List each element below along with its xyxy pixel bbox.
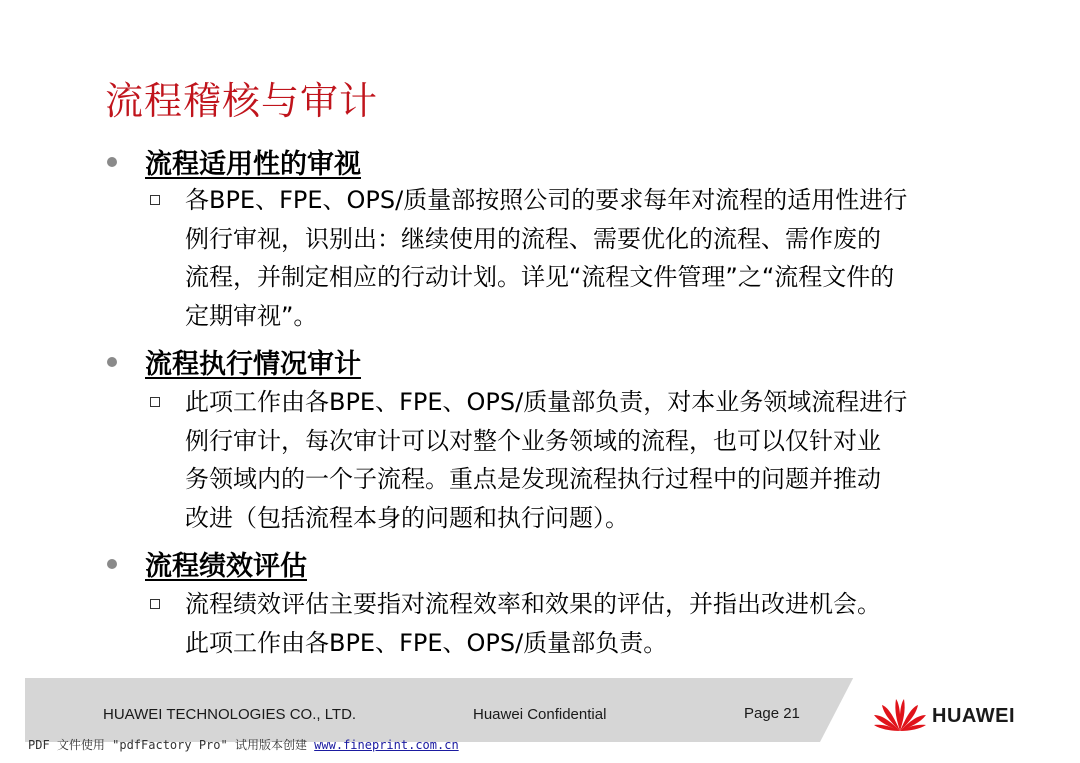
pdf-creator-note [28,736,459,753]
text-line: 流程，并制定相应的行动计划。详见“流程文件管理”之“流程文件的 [185,263,895,291]
sub-bullet-marker [150,599,160,609]
section-heading-1: 流程适用性的审视 [145,149,361,180]
text-line: 例行审计，每次审计可以对整个业务领域的流程，也可以仅针对业 [185,426,881,455]
huawei-flower-icon [872,693,928,733]
text-line: 各BPE、FPE、OPS/质量部按照公司的要求每年对流程的适用性进行 [185,186,908,214]
bullet-dot [107,559,117,569]
text-line: 改进（包括流程本身的问题和执行问题）。 [185,503,629,532]
text-line: 此项工作由各BPE、FPE、OPS/质量部负责。 [185,628,668,657]
footer-confidential: Huawei Confidential [473,706,607,723]
sub-bullet-marker [150,195,160,205]
section-body-2 [185,383,985,537]
footer-company: HUAWEI TECHNOLOGIES CO., LTD. [103,706,357,723]
section-body-3 [185,585,985,662]
text-line: 流程绩效评估主要指对流程效率和效果的评估，并指出改进机会。 [185,590,881,618]
text-line: 例行审视，识别出：继续使用的流程、需要优化的流程、需作废的 [185,224,881,253]
text-line: 务领域内的一个子流程。重点是发现流程执行过程中的问题并推动 [185,465,881,493]
pdf-note-text: PDF 文件使用 "pdfFactory Pro" 试用版本创建 [28,738,315,752]
fineprint-link[interactable]: www.fineprint.com.cn [314,738,459,752]
section-heading-3: 流程绩效评估 [145,551,307,582]
sub-bullet-marker [150,397,160,407]
text-line: 定期审视”。 [185,301,318,330]
huawei-logo-text: HUAWEI [932,705,1015,727]
footer-page-number: Page 21 [744,705,800,722]
section-body-1 [185,181,985,335]
huawei-logo [872,693,1032,733]
bullet-dot [107,157,117,167]
bullet-dot [107,357,117,367]
text-line: 此项工作由各BPE、FPE、OPS/质量部负责，对本业务领域流程进行 [185,388,908,416]
slide-title: 流程稽核与审计 [105,79,379,123]
section-heading-2: 流程执行情况审计 [145,349,361,380]
